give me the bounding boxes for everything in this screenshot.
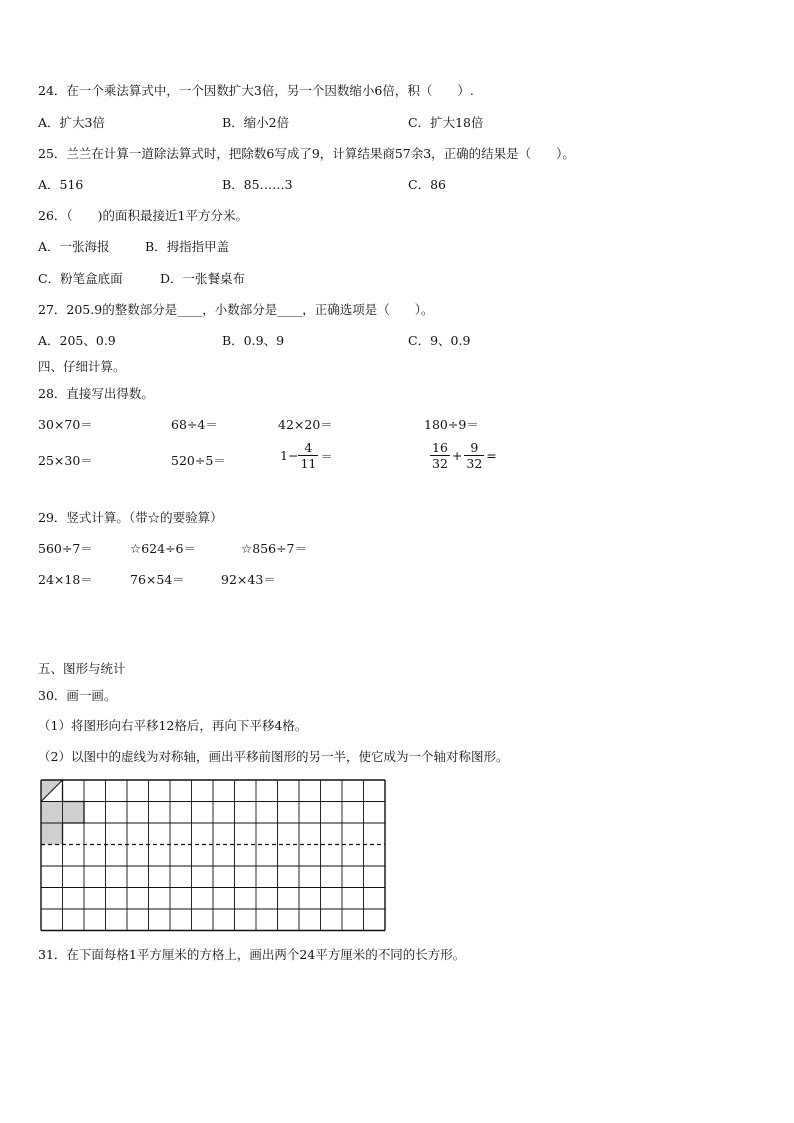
calc-92x43: 92×43＝ [221,572,276,587]
calc-68div4: 68÷4＝ [171,417,218,432]
calc-24x18: 24×18＝ [38,572,93,587]
question-24-option-a: A．扩大3倍 [38,115,105,130]
equals-sign: = [486,448,497,463]
question-26-option-b: B．拇指指甲盖 [145,239,230,254]
question-26-option-d: D．一张餐桌布 [160,271,246,286]
question-26-option-a: A．一张海报 [38,239,110,254]
question-26-option-c: C．粉笔盒底面 [38,271,123,286]
fraction-denominator: 32 [466,456,483,471]
calc-42x20: 42×20＝ [278,417,333,432]
calc-560div7: 560÷7＝ [38,541,93,556]
fraction-numerator: 16 [432,440,448,455]
fraction-1-lead: 1− [280,448,299,463]
question-30-stem: 30．画一画。 [38,688,117,703]
question-29-stem: 29．竖式计算。（带☆的要验算） [38,510,223,525]
shaded-cell [41,823,63,845]
question-27-option-a: A．205、0.9 [38,333,116,348]
calc-520div5: 520÷5＝ [171,453,226,468]
calc-30x70: 30×70＝ [38,417,93,432]
question-26-stem: 26．（ )的面积最接近1平方分米。 [38,208,248,223]
question-25-option-b: B．85……3 [222,177,293,192]
fraction-16-32 [430,440,450,471]
calc-624div6: ☆624÷6＝ [130,541,196,556]
calc-fraction-2 [430,440,499,471]
equals-sign: ＝ [320,448,333,464]
question-30-part-2: （2）以图中的虚线为对称轴，画出平移前图形的另一半，使它成为一个轴对称图形。 [38,749,509,764]
shaded-cell [63,802,85,824]
calc-856div7: ☆856÷7＝ [241,541,307,556]
question-24-stem: 24．在一个乘法算式中，一个因数扩大3倍，另一个因数缩小6倍，积（ ）. [38,83,474,98]
question-25-option-a: A．516 [38,177,84,192]
section-4-heading: 四、仔细计算。 [38,359,126,374]
question-25-option-c: C．86 [408,177,446,192]
fraction-4-11 [298,440,318,471]
fraction-numerator: 9 [464,440,484,456]
question-31-stem: 31．在下面每格1平方厘米的方格上，画出两个24平方厘米的不同的长方形。 [38,947,466,962]
fraction-9-32 [464,440,484,471]
drawing-grid [40,779,388,934]
fraction-denominator: 32 [432,456,448,471]
question-30-part-1: （1）将图形向右平移12格后，再向下平移4格。 [38,718,308,733]
fraction-denominator: 11 [300,456,317,471]
question-25-stem: 25．兰兰在计算一道除法算式时，把除数6写成了9，计算结果商57余3，正确的结果是（ ）。 [38,146,575,161]
fraction-numerator: 4 [298,440,318,456]
plus-sign: + [451,448,463,463]
question-27-option-c: C．9、0.9 [408,333,471,348]
question-27-option-b: B．0.9、9 [222,333,285,348]
calc-180div9: 180÷9＝ [424,417,479,432]
section-5-heading: 五、图形与统计 [38,661,126,676]
calc-25x30: 25×30＝ [38,453,93,468]
calc-76x54: 76×54＝ [130,572,185,587]
question-24-option-b: B．缩小2倍 [222,115,290,130]
question-24-option-c: C．扩大18倍 [408,115,484,130]
shaded-cell [41,802,63,824]
question-28-stem: 28．直接写出得数。 [38,386,154,401]
calc-fraction-1 [280,440,335,471]
question-27-stem: 27．205.9的整数部分是____，小数部分是____，正确选项是（ ）。 [38,302,434,317]
